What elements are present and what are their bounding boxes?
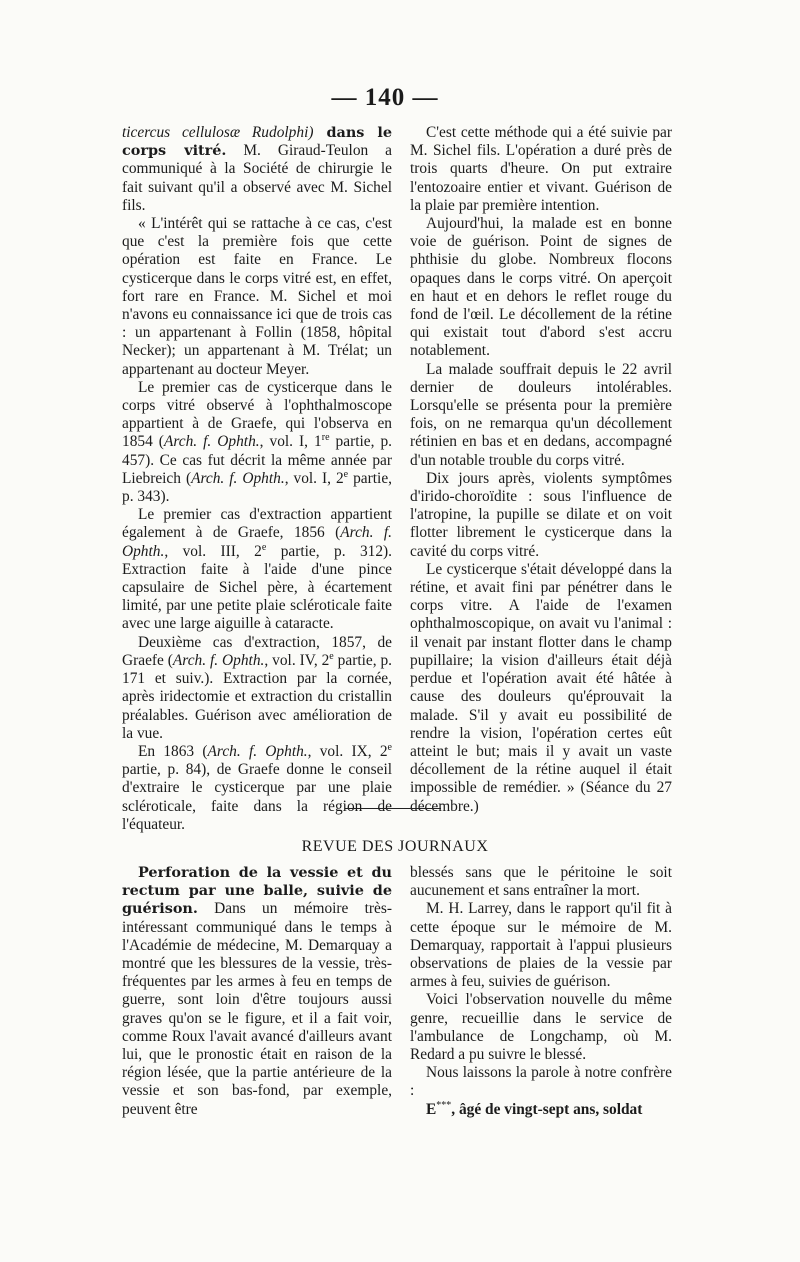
text-run: , vol. I, 2 [284, 469, 344, 487]
text-run: partie, p. 343). [122, 469, 392, 506]
text-run: Deuxième cas d'extraction, 1857, de Graefe ( [122, 633, 392, 669]
superscript: e [329, 650, 334, 662]
article-heading: Perforation de la vessie et du rectum par une balle, suivie de guérison. [122, 864, 392, 918]
bold-run: dans le corps vitré. [122, 124, 392, 160]
paragraph [122, 124, 392, 215]
italic-run: Arch. f. Ophth. [122, 524, 392, 560]
italic-run: Arch. f. Ophth. [172, 651, 265, 669]
superscript: e [343, 468, 349, 480]
paragraph: « L'intérêt qui se rattache à ce cas, c'est que c'est la première fois que cette opération est faite en France. Le cysticerque dans le corps vitré est, en effet, fort rare en France. M. Sichel et moi n'avons eu connaissance ici que de trois cas : un appartenant à Follin (1858, hôpital Necker); un appartenant à M. Trélat; un appartenant au docteur Meyer. [122, 215, 392, 378]
text-run: Le premier cas d'extraction appartient également à de Graefe, 1856 ( [122, 506, 392, 542]
column-bottom-right [410, 864, 672, 1119]
text-run: , vol. I, 1 [259, 433, 322, 451]
text-run: Dans un mémoire très-intéressant communiqué dans le temps à l'Académie de médecine, M. Demarquay a montré que les blessures de la vessie, très-fréquentes par les armes à feu en temps de guerre, sont loin d'être toujours aussi graves qu'on se le figure, et il a fait voir, comme Roux l'avait avancé d'ailleurs avant lui, que le pronostic était en raison de la région lésée, que la partie antérieure de la vessie et son bas-fond, par exemple, peuvent être [122, 900, 392, 1118]
superscript: *** [436, 1099, 452, 1111]
paragraph: M. H. Larrey, dans le rapport qu'il fit à cette époque sur le mémoire de M. Demarquay, rapportait à l'appui plusieurs observations de plaies de la vessie par armes à feu, suivies de guérison. [410, 900, 672, 991]
paragraph [122, 634, 392, 743]
paragraph [122, 743, 392, 834]
paragraph: La malade souffrait depuis le 22 avril dernier de douleurs intolérables. Lorsqu'elle se présenta pour la première fois, on ne remarqua qu'un décollement rétinien en bas et en dedans, accompagné d'un notable trouble du corps vitré. [410, 360, 672, 469]
paragraph [122, 506, 392, 633]
column-bottom-left [122, 864, 392, 1119]
paragraph: Aujourd'hui, la malade est en bonne voie de guérison. Point de signes de phthisie du globe. Nombreux flocons opaques dans le corps vitré. On aperçoit en haut et en dehors le reflet rouge du fond de l'œil. Le décollement de la rétine qui existait tout d'abord s'est accru notablement. [410, 215, 672, 360]
text-run: , vol. IX, 2 [307, 742, 388, 760]
column-top-right [410, 124, 672, 816]
paragraph: Dix jours après, violents symptômes d'irido-choroïdite : sous l'influence de l'atropine, la pupille se dilate et on voit flotter librement le cysticerque dans la cavité du corps vitré. [410, 469, 672, 560]
text-run: , vol. III, 2 [164, 542, 262, 560]
section-title: REVUE DES JOURNAUX [301, 838, 489, 855]
bold-run: E [426, 1100, 437, 1118]
superscript: re [321, 432, 330, 444]
text-run: partie, p. 84), de Graefe donne le conseil d'extraire le cysticerque par une plaie scléroticale, faite dans la région de l'équateur. [122, 761, 392, 833]
superscript: e [387, 741, 392, 753]
text-run: partie, p. 171 et suiv.). Extraction par la cornée, après iridectomie et extraction du cristallin préalables. Guérison avec amélioration de la vue. [122, 651, 393, 742]
italic-run: Arch. f. Ophth. [207, 742, 308, 760]
paragraph: Nous laissons la parole à notre confrère : [410, 1064, 672, 1100]
text-run: M. Giraud-Teulon a communiqué à la Société de chirurgie le fait suivant qu'il a observé avec M. Sichel fils. [122, 142, 392, 214]
paragraph: C'est cette méthode qui a été suivie par M. Sichel fils. L'opération a duré près de trois quarts d'heure. On put extraire l'entozoaire entier et vivant. Guérison de la plaie par première intention. [410, 124, 672, 214]
text-run: partie, p. 312). Extraction faite à l'aide d'une pince capsulaire de Sichel père, à écartement limité, par une petite plaie scléroticale faite avec une large aiguille à cataracte. [122, 542, 393, 633]
text-run: , vol. IV, 2 [264, 651, 330, 669]
column-top-left [122, 124, 392, 834]
paragraph [122, 864, 392, 1119]
italic-run: Arch. f. Ophth. [191, 469, 285, 487]
text-run: partie, p. 457). Ce cas fut décrit la même année par Liebreich ( [122, 433, 393, 487]
paragraph: Voici l'observation nouvelle du même genre, recueillie dans le service de l'ambulance de Longchamp, où M. Redard a pu suivre le blessé. [410, 991, 672, 1064]
paragraph: blessés sans que le péritoine le soit aucunement et sans entraîner la mort. [410, 864, 672, 900]
paragraph [122, 379, 392, 506]
text-run: En 1863 ( [138, 742, 208, 760]
superscript: e [261, 541, 267, 553]
paragraph [410, 1101, 672, 1119]
italic-run: Arch. f. Ophth. [163, 433, 260, 451]
paragraph: Le cysticerque s'était développé dans la rétine, et avait fini par pénétrer dans le corps vitre. A l'aide de l'examen ophthalmoscopique, on avait vu l'animal : il venait par instant flotter dans le champ pupillaire; la vision d'ailleurs était déjà perdue et l'opération avait été hâtée à cause des douleurs qu'éprouvait la malade. S'il y avait eu possibilité de rendre la vision, l'opération certes eût atteint le but; mais il y avait un vaste décollement de la rétine auquel il était impossible de remédier. » (Séance du 27 décembre.) [410, 560, 672, 815]
italic-run: ticercus cellulosæ Rudolphi) [122, 124, 314, 141]
bold-run: , âgé de vingt-sept ans, soldat [451, 1100, 643, 1118]
section-divider [345, 808, 441, 809]
text-run: Le premier cas de cysticerque dans le corps vitré observé à l'ophthalmoscope appartient à de Graefe, qui l'observa en 1854 ( [122, 378, 392, 451]
page-number: — 140 — [331, 84, 439, 111]
